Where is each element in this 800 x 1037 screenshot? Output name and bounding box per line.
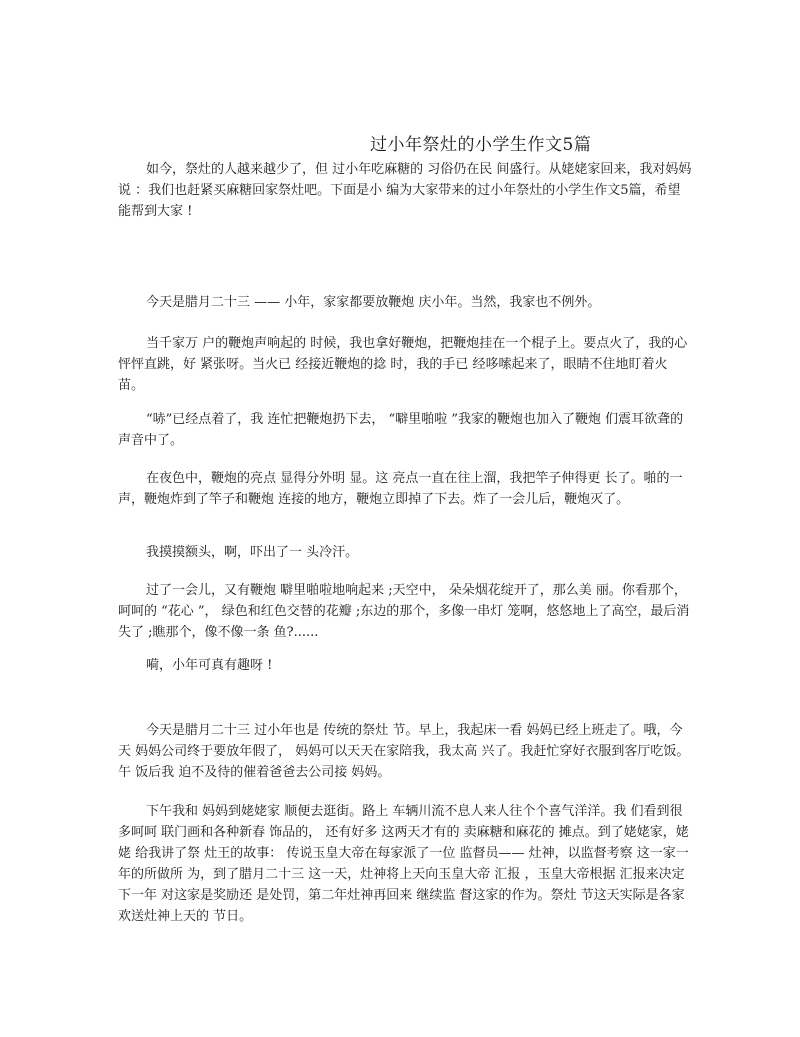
paragraph-essay2-open: 今天是腊月二十三 过小年也是 传统的祭灶 节。早上，我起床一看 妈妈已经上班走了。哦，今天 妈妈公司终于要放年假了， 妈妈可以天天在家陪我，我太高 兴了。我赶忙穿好衣服到客厅吃饭。午 饭后我 迫不及待的催着爸爸去公司接 妈妈。 — [118, 723, 690, 780]
paragraph-essay1-sweat: 我摸摸额头，啊，吓出了一 头冷汗。 — [146, 545, 359, 560]
paragraph-essay1-light: 当千家万 户的鞭炮声响起的 时候，我也拿好鞭炮，把鞭炮挂在一个棍子上。要点火了，我的心怦怦直跳，好 紧张呀。当火已 经接近鞭炮的捻 时，我的手已 经哆嗦起来了，眼睛不住地盯着火苗。 — [118, 336, 688, 393]
paragraph-intro: 如今，祭灶的人越来越少了，但 过小年吃麻糖的 习俗仍在民 间盛行。从姥姥家回来，我对妈妈说 ：我们也赶紧买麻糖回家祭灶吧。下面是小 编为大家带来的过小年祭灶的小学生作文5篇，希望能帮到大家 ! — [118, 162, 692, 219]
paragraph-essay1-night: 在夜色中，鞭炮的亮点 显得分外明 显。这 亮点一直在往上溜，我把竿子伸得更 长了。啪的一声，鞭炮炸到了竿子和鞭炮 连接的地方，鞭炮立即掉了下去。炸了一会儿后，鞭炮灭了。 — [118, 471, 683, 507]
document-title: 过小年祭灶的小学生作文5篇 — [370, 135, 592, 155]
paragraph-essay1-open: 今天是腊月二十三 —— 小年，家家都要放鞭炮 庆小年。当然，我家也不例外。 — [146, 295, 601, 310]
paragraph-essay1-end: 嗬，小年可真有趣呀 ! — [146, 658, 273, 673]
paragraph-essay1-fireworks: 过了一会儿，又有鞭炮 噼里啪啦地响起来 ;天空中， 朵朵烟花绽开了，那么美 丽。你看那个，呵呵的 “花心 ”， 绿色和红色交替的花瓣 ;东边的那个，多像一串灯 笼啊，悠悠地上了高空，最后消失了 ;瞧那个，像不像一条 鱼?...... — [118, 583, 690, 640]
paragraph-essay2-story: 下午我和 妈妈到姥姥家 顺便去逛街。路上 车辆川流不息人来人往个个喜气洋洋。我 们看到很多呵呵 联门画和各种新春 饰品的， 还有好多 这两天才有的 卖麻糖和麻花的 摊点。到了姥姥家，姥姥 给我讲了祭 灶王的故事： 传说玉皇大帝在每家派了一位 监督员—— 灶神，以监督考察 这一家一年的所做所 为，到了腊月二十三 这一天，灶神将上天向玉皇大帝 汇报 ，玉皇大帝根据 汇报来决定下一年 对这家是奖励还 是处罚，第二年灶神再回来 继续监 督这家的作为。祭灶 节这天实际是各家 欢送灶神上天的 节日。 — [118, 804, 689, 924]
paragraph-essay1-throw: “哧”已经点着了，我 连忙把鞭炮扔下去， “噼里啪啦 ”我家的鞭炮也加入了鞭炮 们震耳欲聋的声音中了。 — [118, 412, 684, 448]
